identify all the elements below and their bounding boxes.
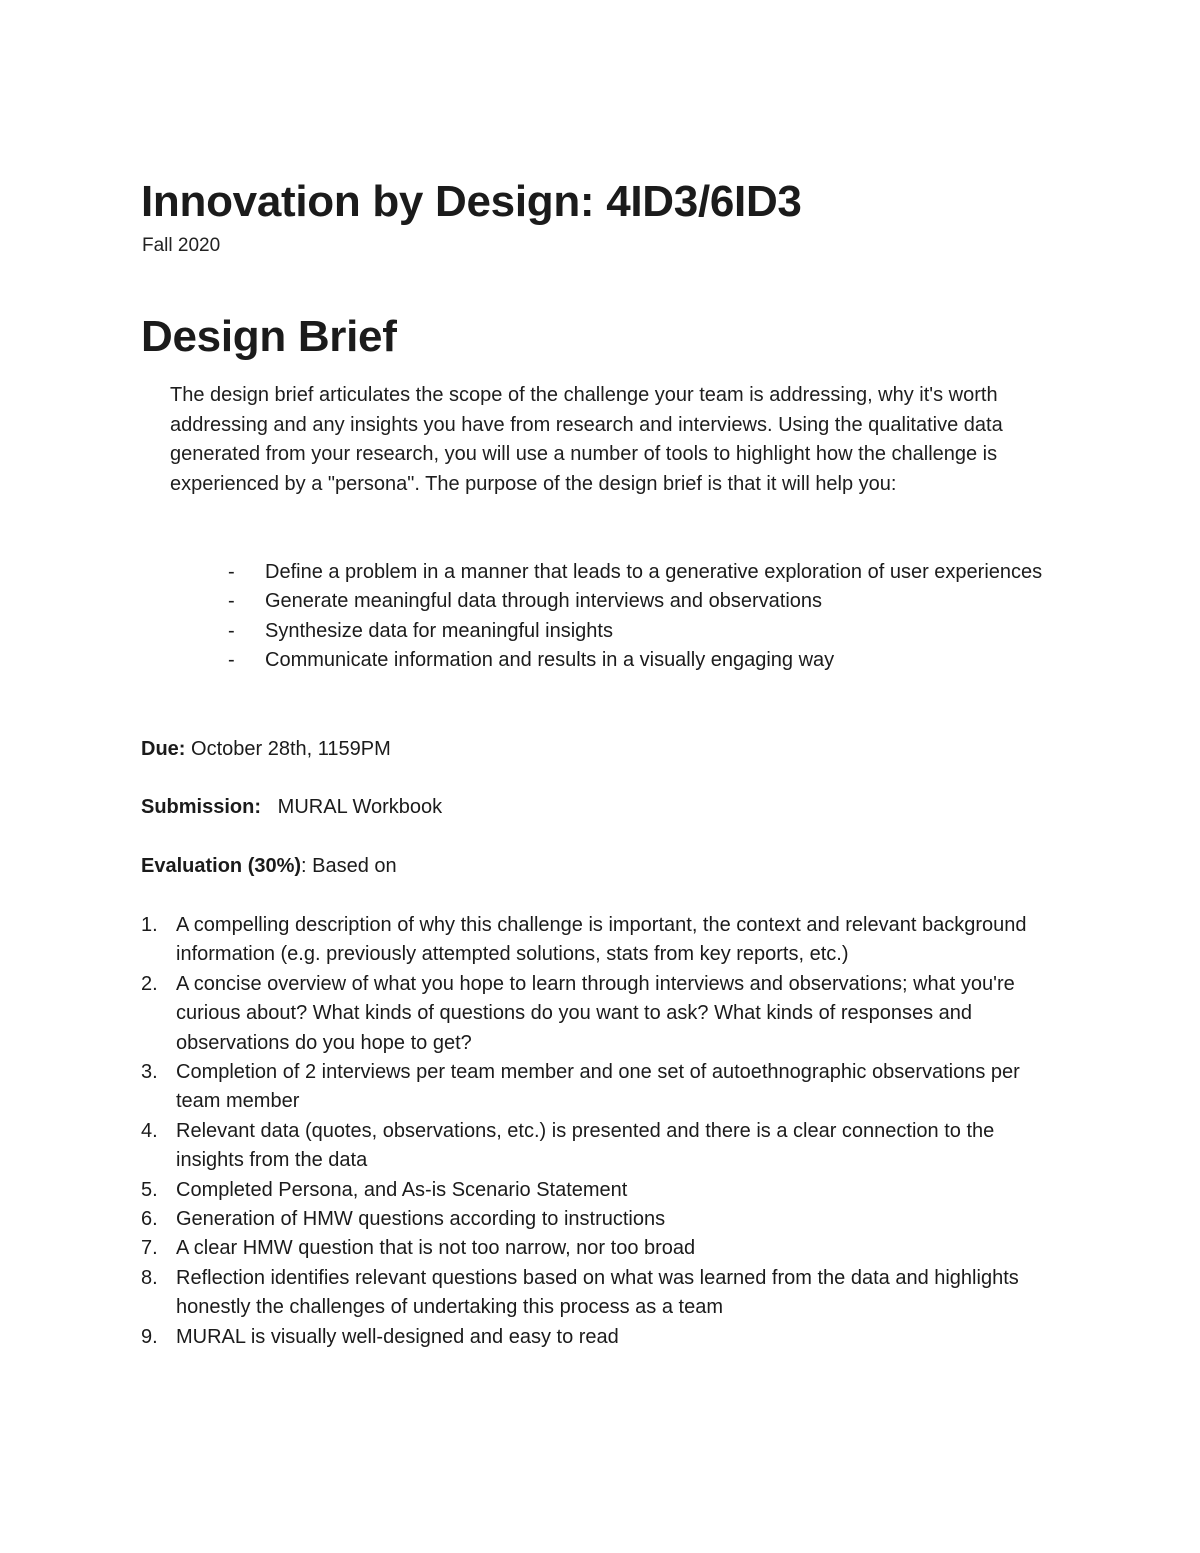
criteria-item: [141, 1058, 1061, 1117]
criteria-number: 6.: [141, 1208, 158, 1231]
submission-value: MURAL Workbook: [261, 796, 443, 818]
goal-text: Generate meaningful data through interviews and observations: [265, 590, 823, 613]
submission-label: Submission:: [141, 796, 262, 818]
bullet-marker: -: [228, 561, 235, 583]
submission-line: [141, 793, 442, 822]
criteria-text: A concise overview of what you hope to learn through interviews and observations; what you're curious about? What kinds of questions do you want to ask? What kinds of responses and observations do you hope to get?: [176, 972, 1015, 1054]
goal-text: Define a problem in a manner that leads to a generative exploration of user experiences: [265, 561, 1043, 583]
intro-paragraph: The design brief articulates the scope of the challenge your team is addressing, why it's worth addressing and any insights you have from research and interviews. Using the qualitative data generated from your research, you will use a number of tools to highlight how the challenge is experienced by a "persona". The purpose of the design brief is that it will help you:: [170, 384, 1003, 495]
goal-text: Synthesize data for meaningful insights: [265, 619, 613, 642]
criteria-text: Completion of 2 interviews per team member and one set of autoethnographic observations per team member: [176, 1061, 1020, 1113]
criteria-number: 8.: [141, 1266, 158, 1289]
term-label: Fall 2020: [142, 235, 221, 256]
criteria-number: 2.: [141, 972, 158, 995]
criteria-item: [141, 1205, 1061, 1234]
section-title: Design Brief: [141, 312, 397, 361]
criteria-item: [141, 1117, 1061, 1176]
criteria-item: [141, 1234, 1061, 1263]
goals-list: [228, 558, 1048, 676]
goal-item: [228, 558, 1048, 587]
goal-item: [228, 646, 1048, 675]
bullet-marker: -: [228, 590, 235, 613]
goal-item: [228, 587, 1048, 616]
criteria-text: Generation of HMW questions according to instructions: [176, 1208, 666, 1231]
criteria-text: A clear HMW question that is not too narrow, nor too broad: [176, 1237, 696, 1260]
goal-item: [228, 617, 1048, 646]
course-title: Innovation by Design: 4ID3/6ID3: [141, 177, 802, 226]
criteria-item: [141, 1264, 1061, 1323]
criteria-text: MURAL is visually well-designed and easy to read: [176, 1325, 619, 1348]
due-date-line: [141, 735, 391, 764]
criteria-number: 1.: [141, 914, 158, 936]
criteria-number: 4.: [141, 1119, 158, 1142]
criteria-text: Reflection identifies relevant questions based on what was learned from the data and highlights honestly the challenges of undertaking this process as a team: [176, 1266, 1019, 1319]
criteria-item: [141, 911, 1061, 970]
due-value: October 28th, 1159PM: [185, 738, 391, 760]
criteria-item: [141, 970, 1061, 1058]
criteria-item: [141, 1176, 1061, 1205]
criteria-text: A compelling description of why this challenge is important, the context and relevant background information (e.g. previously attempted solutions, stats from key reports, etc.): [176, 914, 1027, 966]
criteria-text: Completed Persona, and As-is Scenario Statement: [176, 1178, 628, 1201]
goal-text: Communicate information and results in a visually engaging way: [265, 649, 835, 672]
criteria-number: 5.: [141, 1178, 158, 1201]
evaluation-line: [141, 852, 397, 881]
evaluation-criteria-list: [141, 911, 1061, 1352]
criteria-text: Relevant data (quotes, observations, etc.) is presented and there is a clear connection to the insights from the data: [176, 1119, 995, 1172]
criteria-number: 9.: [141, 1325, 158, 1348]
evaluation-label: Evaluation (30%): [141, 855, 302, 877]
bullet-marker: -: [228, 649, 235, 672]
bullet-marker: -: [228, 619, 235, 642]
criteria-number: 7.: [141, 1237, 158, 1260]
criteria-item: [141, 1323, 1061, 1352]
criteria-number: 3.: [141, 1061, 158, 1084]
evaluation-value: : Based on: [301, 855, 397, 877]
due-label: Due:: [141, 738, 186, 760]
